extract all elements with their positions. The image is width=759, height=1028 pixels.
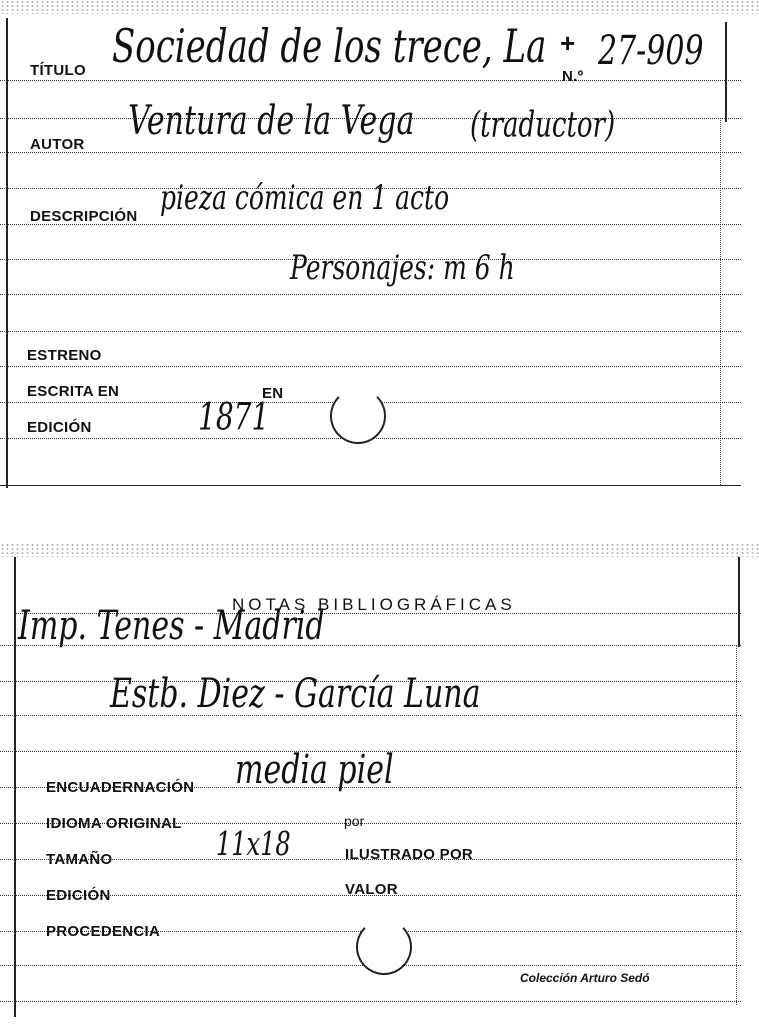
scan-noise-top: [0, 543, 759, 557]
autor-note: (traductor): [470, 105, 616, 146]
en-label: EN: [262, 385, 284, 402]
note-line-2: Estb. Diez - García Luna: [110, 670, 481, 718]
encuadernacion-label: ENCUADERNACIÓN: [46, 779, 195, 796]
ruled-line: [0, 331, 741, 332]
card-front-bottom-edge: [0, 485, 741, 486]
tamano-label: TAMAÑO: [46, 851, 113, 868]
card-front-left-edge: [6, 18, 8, 488]
valor-label: VALOR: [345, 881, 398, 898]
descripcion-label: DESCRIPCIÓN: [30, 208, 138, 225]
card-front-right-edge: [725, 22, 727, 122]
idioma-original-label: IDIOMA ORIGINAL: [46, 815, 182, 832]
titulo-value: Sociedad de los trece, La: [112, 20, 547, 74]
estreno-label: ESTRENO: [27, 347, 102, 364]
edicion-label: EDICIÓN: [46, 887, 111, 904]
card-punch-hole: [330, 388, 386, 444]
card-back-right-dotted-edge: [736, 645, 737, 1005]
por-label: por: [344, 813, 365, 829]
escrita-en-label: ESCRITA EN: [27, 383, 120, 400]
ruled-line: [0, 366, 741, 367]
scan-noise-top: [0, 0, 759, 14]
numero-label: N.º: [562, 68, 584, 85]
personajes-value: Personajes: m 6 h: [290, 247, 515, 287]
ruled-line: [0, 152, 741, 153]
card-back-right-edge: [738, 557, 740, 647]
ruled-line: [0, 80, 741, 81]
ruled-line: [0, 294, 741, 295]
ruled-line: [0, 1001, 741, 1002]
card-front-right-dotted-edge: [720, 120, 721, 485]
autor-value: Ventura de la Vega: [128, 97, 415, 145]
titulo-label: TÍTULO: [30, 62, 86, 79]
numero-value: 27-909: [598, 27, 704, 75]
encuadernacion-value: media piel: [235, 746, 394, 794]
notas-heading: NOTAS BIBLIOGRÁFICAS: [232, 595, 516, 614]
cross-mark: +: [560, 28, 576, 58]
ilustrado-por-label: ILUSTRADO POR: [345, 846, 474, 863]
collection-credit: Colección Arturo Sedó: [520, 971, 650, 985]
descripcion-value: pieza cómica en 1 acto: [160, 177, 450, 217]
edicion-label: EDICIÓN: [27, 419, 92, 436]
tamano-value: 11x18: [216, 825, 291, 863]
card-front: [0, 0, 759, 495]
card-back: [0, 535, 759, 1028]
procedencia-label: PROCEDENCIA: [46, 923, 161, 940]
autor-label: AUTOR: [30, 136, 85, 153]
edicion-value: 1871: [198, 394, 270, 439]
card-punch-hole: [356, 919, 412, 975]
note-line-1: Imp. Tenes - Madrid: [18, 602, 325, 650]
